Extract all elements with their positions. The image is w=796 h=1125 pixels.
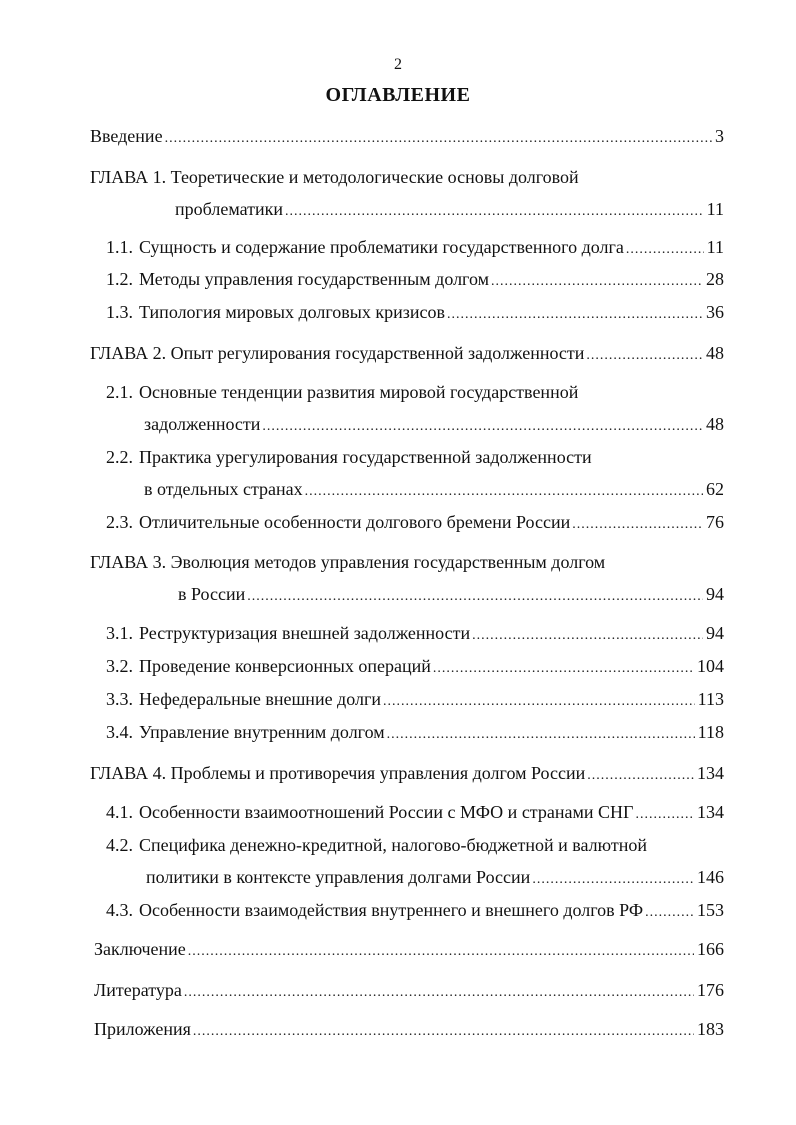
leader-dots bbox=[188, 938, 694, 963]
toc-page-number: 166 bbox=[697, 939, 724, 959]
toc-item-4-2-line1[interactable] bbox=[106, 834, 647, 856]
toc-item-number: 3.4. bbox=[106, 722, 133, 742]
toc-entry-text: Реструктуризация внешней задолженности bbox=[139, 623, 471, 643]
toc-item-4-1[interactable] bbox=[106, 801, 724, 823]
toc-page-number: 94 bbox=[706, 623, 724, 643]
toc-entry-text: в России bbox=[178, 584, 246, 604]
toc-item-2-2-line2[interactable] bbox=[144, 478, 724, 500]
toc-entry-text: Специфика денежно-кредитной, налогово-бюджетной и валютной bbox=[139, 835, 648, 855]
toc-entry-text: Литература bbox=[94, 980, 182, 1000]
leader-dots bbox=[387, 721, 695, 746]
toc-item-1-3[interactable] bbox=[106, 301, 724, 323]
leader-dots bbox=[645, 899, 694, 924]
leader-dots bbox=[285, 198, 704, 223]
leader-dots bbox=[572, 511, 703, 536]
toc-item-3-2[interactable] bbox=[106, 655, 724, 677]
toc-entry-text: политики в контексте управления долгами России bbox=[146, 867, 531, 887]
toc-entry-text: проблематики bbox=[175, 199, 283, 219]
toc-page-number: 11 bbox=[706, 199, 724, 219]
toc-entry-text: задолженности bbox=[144, 414, 261, 434]
toc-item-number: 3.1. bbox=[106, 623, 133, 643]
toc-entry-text: Заключение bbox=[94, 939, 186, 959]
toc-entry-text: Особенности взаимоотношений России с МФО и странами СНГ bbox=[139, 802, 634, 822]
toc-item-4-2-line2[interactable] bbox=[146, 866, 724, 888]
leader-dots bbox=[433, 655, 694, 680]
toc-entry-text: Введение bbox=[90, 126, 163, 146]
leader-dots bbox=[472, 622, 703, 647]
toc-entry-text: ГЛАВА 4. Проблемы и противоречия управления долгом России bbox=[90, 763, 586, 783]
toc-page-number: 62 bbox=[706, 479, 724, 499]
toc-entry-appendix[interactable] bbox=[94, 1018, 724, 1040]
toc-page-number: 153 bbox=[697, 900, 724, 920]
toc-page-number: 94 bbox=[706, 584, 724, 604]
toc-entry-text: Особенности взаимодействия внутреннего и внешнего долгов РФ bbox=[139, 900, 644, 920]
toc-item-3-3[interactable] bbox=[106, 688, 724, 710]
toc-entry-text: Практика урегулирования государственной задолженности bbox=[139, 447, 592, 467]
leader-dots bbox=[626, 236, 704, 261]
leader-dots bbox=[247, 583, 703, 608]
toc-chapter-3-line1[interactable]: ГЛАВА 3. Эволюция методов управления государственным долгом bbox=[90, 552, 606, 572]
toc-item-number: 1.1. bbox=[106, 237, 133, 257]
toc-entry-text: Проведение конверсионных операций bbox=[139, 656, 431, 676]
toc-page-number: 113 bbox=[697, 689, 724, 709]
toc-chapter-4[interactable] bbox=[90, 762, 724, 784]
toc-chapter-3-line2[interactable] bbox=[178, 583, 724, 605]
toc-entry-conclusion[interactable] bbox=[94, 938, 724, 960]
toc-page-number: 36 bbox=[706, 302, 724, 322]
toc-entry-text: ГЛАВА 2. Опыт регулирования государственной задолженности bbox=[90, 343, 585, 363]
toc-page-number: 11 bbox=[706, 237, 724, 257]
toc-item-3-4[interactable] bbox=[106, 721, 724, 743]
toc-item-number: 1.3. bbox=[106, 302, 133, 322]
toc-entry-text: Отличительные особенности долгового бремени России bbox=[139, 512, 571, 532]
toc-item-number: 2.3. bbox=[106, 512, 133, 532]
toc-page-number: 183 bbox=[697, 1019, 724, 1039]
page-number: 2 bbox=[394, 56, 402, 73]
leader-dots bbox=[383, 688, 695, 713]
toc-entry-text: Нефедеральные внешние долги bbox=[139, 689, 381, 709]
leader-dots bbox=[447, 301, 703, 326]
toc-item-1-2[interactable] bbox=[106, 268, 724, 290]
toc-chapter-1-line2[interactable] bbox=[175, 198, 724, 220]
toc-item-3-1[interactable] bbox=[106, 622, 724, 644]
toc-item-number: 3.3. bbox=[106, 689, 133, 709]
toc-item-number: 3.2. bbox=[106, 656, 133, 676]
toc-entry-text: в отдельных странах bbox=[144, 479, 303, 499]
leader-dots bbox=[587, 762, 694, 787]
toc-item-number: 4.2. bbox=[106, 835, 133, 855]
toc-item-number: 4.3. bbox=[106, 900, 133, 920]
toc-item-2-3[interactable] bbox=[106, 511, 724, 533]
toc-item-2-1-line1[interactable] bbox=[106, 381, 578, 403]
leader-dots bbox=[184, 979, 694, 1004]
toc-item-2-2-line1[interactable] bbox=[106, 446, 592, 468]
toc-item-number: 2.2. bbox=[106, 447, 133, 467]
leader-dots bbox=[532, 866, 694, 891]
leader-dots bbox=[635, 801, 694, 826]
toc-page-number: 3 bbox=[715, 126, 724, 146]
toc-page-number: 76 bbox=[706, 512, 724, 532]
toc-page-number: 48 bbox=[706, 343, 724, 363]
leader-dots bbox=[165, 125, 712, 150]
toc-item-2-1-line2[interactable] bbox=[144, 413, 724, 435]
leader-dots bbox=[586, 342, 703, 367]
toc-entry-text: Основные тенденции развития мировой государственной bbox=[139, 382, 579, 402]
toc-entry-text: Управление внутренним долгом bbox=[139, 722, 385, 742]
toc-entry-intro[interactable] bbox=[90, 125, 724, 147]
toc-entry-text: Приложения bbox=[94, 1019, 191, 1039]
toc-chapter-2[interactable] bbox=[90, 342, 724, 364]
toc-entry-text: Методы управления государственным долгом bbox=[139, 269, 490, 289]
toc-page-number: 134 bbox=[697, 802, 724, 822]
toc-item-4-3[interactable] bbox=[106, 899, 724, 921]
toc-page-number: 28 bbox=[706, 269, 724, 289]
toc-item-number: 2.1. bbox=[106, 382, 133, 402]
toc-item-number: 4.1. bbox=[106, 802, 133, 822]
toc-entry-text: Типология мировых долговых кризисов bbox=[139, 302, 446, 322]
toc-entry-literature[interactable] bbox=[94, 979, 724, 1001]
toc-item-1-1[interactable] bbox=[106, 236, 724, 258]
toc-page-number: 146 bbox=[697, 867, 724, 887]
toc-page-number: 134 bbox=[697, 763, 724, 783]
leader-dots bbox=[491, 268, 703, 293]
leader-dots bbox=[193, 1018, 694, 1043]
page-title: ОГЛАВЛЕНИЕ bbox=[325, 84, 471, 106]
leader-dots bbox=[262, 413, 703, 438]
toc-item-number: 1.2. bbox=[106, 269, 133, 289]
toc-entry-text: Сущность и содержание проблематики государственного долга bbox=[139, 237, 624, 257]
toc-page-number: 176 bbox=[697, 980, 724, 1000]
toc-page-number: 48 bbox=[706, 414, 724, 434]
leader-dots bbox=[305, 478, 703, 503]
toc-page-number: 118 bbox=[697, 722, 724, 742]
toc-chapter-1-line1[interactable]: ГЛАВА 1. Теоретические и методологические основы долговой bbox=[90, 167, 579, 187]
toc-page-number: 104 bbox=[697, 656, 724, 676]
